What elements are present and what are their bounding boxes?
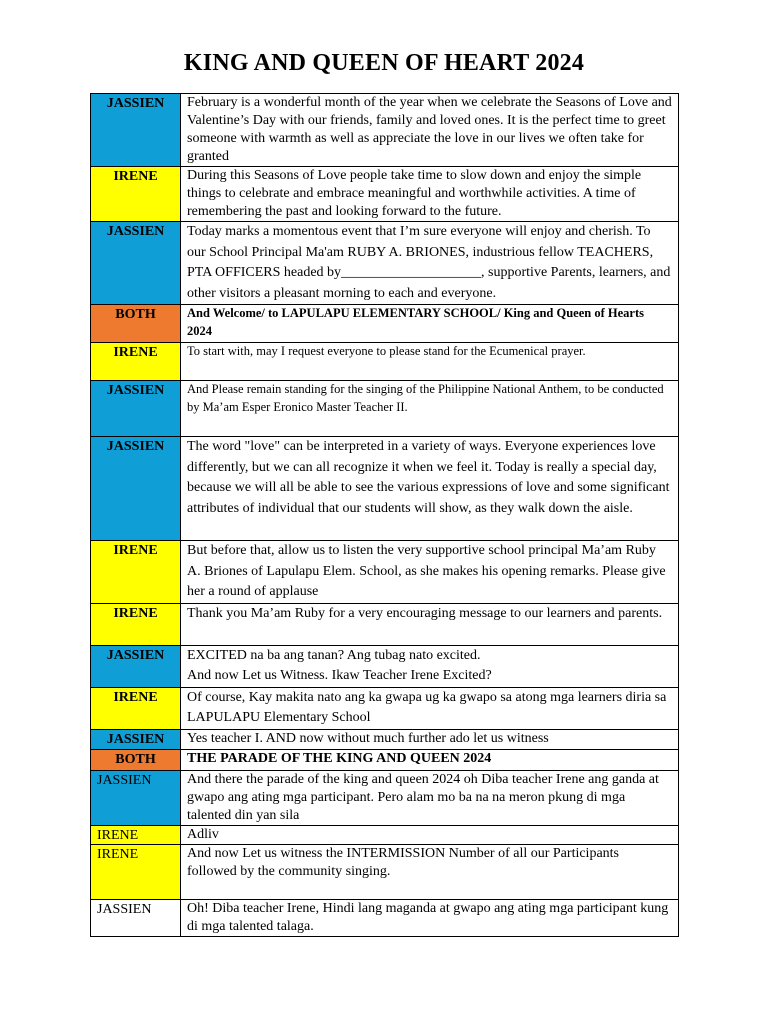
- line-cell: And there the parade of the king and queen 2024 oh Diba teacher Irene ang ganda at gwapo ang ating mga participant. Pero alam mo ba na na meron pkung di mga talented din yan sila: [181, 770, 679, 825]
- line-cell: Adliv: [181, 825, 679, 844]
- line-cell: THE PARADE OF THE KING AND QUEEN 2024: [181, 749, 679, 770]
- table-row: [91, 825, 679, 844]
- line-cell: And Please remain standing for the singing of the Philippine National Anthem, to be conducted by Ma’am Esper Eronico Master Teacher II.: [181, 381, 679, 437]
- line-text: EXCITED na ba ang tanan? Ang tubag nato excited.: [187, 647, 481, 663]
- speaker-cell: IRENE: [91, 603, 181, 645]
- line-cell: February is a wonderful month of the year when we celebrate the Seasons of Love and Valentine’s Day with our friends, family and loved ones. It is the perfect time to greet someone with warmth as well as appreciate the love in our lives we often take for granted: [181, 94, 679, 167]
- line-cell: Yes teacher I. AND now without much further ado let us witness: [181, 729, 679, 749]
- speaker-cell: JASSIEN: [91, 729, 181, 749]
- table-row: [91, 770, 679, 825]
- table-row: [91, 729, 679, 749]
- table-row: [91, 844, 679, 899]
- speaker-cell: JASSIEN: [91, 645, 181, 687]
- speaker-cell: JASSIEN: [91, 94, 181, 167]
- speaker-cell: IRENE: [91, 343, 181, 381]
- line-cell: But before that, allow us to listen the very supportive school principal Ma’am Ruby A. Briones of Lapulapu Elem. School, as she makes his opening remarks. Please give her a round of applause: [181, 541, 679, 604]
- program-script-table: [90, 93, 679, 937]
- line-cell: And now Let us witness the INTERMISSION Number of all our Participants followed by the community singing.: [181, 844, 679, 899]
- line-cell: Of course, Kay makita nato ang ka gwapa ug ka gwapo sa atong mga learners diria sa LAPULAPU Elementary School: [181, 687, 679, 729]
- speaker-cell: JASSIEN: [91, 222, 181, 305]
- speaker-cell: JASSIEN: [91, 437, 181, 541]
- line-cell: [181, 645, 679, 687]
- table-row: [91, 222, 679, 305]
- table-row: [91, 749, 679, 770]
- table-row: [91, 381, 679, 437]
- speaker-cell: JASSIEN: [91, 770, 181, 825]
- line-cell: During this Seasons of Love people take time to slow down and enjoy the simple things to celebrate and embrace meaningful and worthwhile activities. A time of remembering the past and looking forward to the future.: [181, 167, 679, 222]
- speaker-cell: IRENE: [91, 825, 181, 844]
- table-row: [91, 305, 679, 343]
- table-row: [91, 94, 679, 167]
- document-title: KING AND QUEEN OF HEART 2024: [183, 50, 585, 76]
- speaker-cell: IRENE: [91, 844, 181, 899]
- table-row: [91, 899, 679, 936]
- table-row: [91, 645, 679, 687]
- speaker-cell: BOTH: [91, 749, 181, 770]
- speaker-cell: IRENE: [91, 167, 181, 222]
- table-row: [91, 437, 679, 541]
- table-row: [91, 541, 679, 604]
- speaker-cell: JASSIEN: [91, 899, 181, 936]
- speaker-cell: BOTH: [91, 305, 181, 343]
- line-cell: Today marks a momentous event that I’m sure everyone will enjoy and cherish. To our School Principal Ma'am RUBY A. BRIONES, industrious fellow TEACHERS, PTA OFFICERS headed by____________________, supportive Parents, learners, and other visitors a pleasant morning to each and everyone.: [181, 222, 679, 305]
- table-row: [91, 343, 679, 381]
- speaker-cell: JASSIEN: [91, 381, 181, 437]
- table-row: [91, 687, 679, 729]
- table-row: [91, 167, 679, 222]
- line-cell: Oh! Diba teacher Irene, Hindi lang maganda at gwapo ang ating mga participant kung di mga talented talaga.: [181, 899, 679, 936]
- line-cell: And Welcome/ to LAPULAPU ELEMENTARY SCHOOL/ King and Queen of Hearts 2024: [181, 305, 679, 343]
- line-cell: Thank you Ma’am Ruby for a very encouraging message to our learners and parents.: [181, 603, 679, 645]
- speaker-cell: IRENE: [91, 541, 181, 604]
- speaker-cell: IRENE: [91, 687, 181, 729]
- line-cell: The word "love" can be interpreted in a variety of ways. Everyone experiences love differently, but we can all recognize it when we feel it. Today is really a special day, because we will all be able to see the various expressions of love and some significant attributes of individual that our students will show, as they walk down the aisle.: [181, 437, 679, 541]
- line-text: And now Let us Witness. Ikaw Teacher Irene Excited?: [187, 668, 492, 683]
- table-row: [91, 603, 679, 645]
- line-cell: To start with, may I request everyone to please stand for the Ecumenical prayer.: [181, 343, 679, 381]
